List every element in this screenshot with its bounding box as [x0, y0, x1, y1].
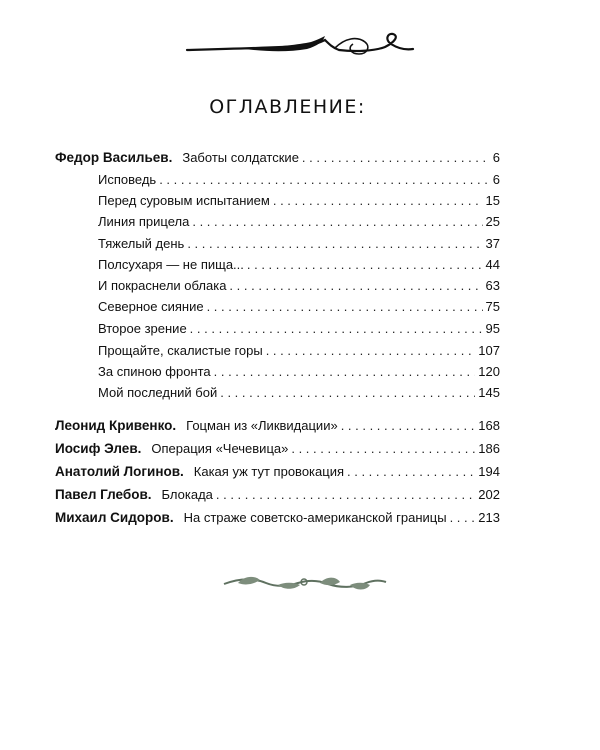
toc-entry[interactable]: [98, 170, 500, 190]
toc-entry-author: Федор Васильев.: [55, 150, 173, 165]
toc-entry[interactable]: [55, 508, 500, 528]
toc-leader-dots: [216, 485, 475, 505]
toc-entry-author: Иосиф Элев.: [55, 441, 142, 456]
toc-entry-author: Михаил Сидоров.: [55, 510, 174, 525]
toc-entry-title: Гоцман из «Ликвидации»: [186, 418, 338, 433]
toc-entry-page: 145: [478, 385, 500, 400]
toc-leader-dots: [273, 191, 483, 211]
toc-entry-page: 194: [478, 464, 500, 479]
toc-leader-dots: [229, 276, 482, 296]
toc-leader-dots: [187, 234, 482, 254]
toc-entry[interactable]: [98, 191, 500, 211]
toc-entry-title: Мой последний бой: [98, 385, 218, 400]
toc-leader-dots: [247, 255, 483, 275]
toc-entry[interactable]: [98, 383, 500, 403]
toc-entry-title: Линия прицела: [98, 214, 190, 229]
toc-leader-dots: [190, 319, 483, 339]
toc-entry-title: Перед суровым испытанием: [98, 193, 270, 208]
toc-entry-title: Какая уж тут провокация: [193, 464, 344, 479]
toc-entry-page: 37: [485, 236, 500, 251]
toc-entry-page: 186: [478, 441, 500, 456]
toc-leader-dots: [159, 170, 490, 190]
toc-entry-title: И покраснели облака: [98, 278, 227, 293]
toc-entry[interactable]: [55, 462, 500, 482]
vine-ornament-icon: [220, 572, 390, 594]
toc-entry[interactable]: [55, 439, 500, 459]
toc-leader-dots: [341, 416, 476, 436]
toc-leader-dots: [347, 462, 475, 482]
toc-entry[interactable]: [98, 255, 500, 275]
toc-entry[interactable]: [98, 212, 500, 232]
toc-entry-page: 6: [492, 172, 500, 187]
toc-entry[interactable]: [98, 276, 500, 296]
toc-entry-title: Полсухаря — не пища...: [98, 257, 244, 272]
toc-entry-page: 120: [478, 364, 500, 379]
toc-entry-title: Заботы солдатские: [182, 150, 299, 165]
toc-entry-title: Тяжелый день: [98, 236, 185, 251]
toc-entry-page: 168: [478, 418, 500, 433]
toc-entry-page: 15: [485, 193, 500, 208]
toc-entry-page: 44: [485, 257, 500, 272]
toc-leader-dots: [192, 212, 482, 232]
toc-entry[interactable]: [55, 148, 500, 168]
toc-entry[interactable]: [98, 297, 500, 317]
toc-entry-page: 202: [478, 487, 500, 502]
toc-leader-dots: [214, 362, 476, 382]
toc-entry-title: Операция «Чечевица»: [151, 441, 289, 456]
toc-entry-page: 95: [485, 321, 500, 336]
toc-entry-author: Анатолий Логинов.: [55, 464, 184, 479]
toc-leader-dots: [291, 439, 475, 459]
toc-entry-page: 107: [478, 343, 500, 358]
toc-entry[interactable]: [98, 234, 500, 254]
toc-entry-title: Прощайте, скалистые горы: [98, 343, 263, 358]
toc-leader-dots: [220, 383, 475, 403]
toc-entry-title: На страже советско-американской границы: [183, 510, 447, 525]
toc-leader-dots: [266, 341, 476, 361]
toc-leader-dots: [302, 148, 490, 168]
toc-entry-page: 213: [478, 510, 500, 525]
toc-entry[interactable]: [98, 362, 500, 382]
toc-entry-author: Леонид Кривенко.: [55, 418, 177, 433]
toc-entry[interactable]: [98, 341, 500, 361]
toc-entry-title: Второе зрение: [98, 321, 187, 336]
toc-entry-title: Северное сияние: [98, 299, 204, 314]
toc-entry-title: За спиною фронта: [98, 364, 211, 379]
toc-heading: ОГЛАВЛЕНИЕ:: [209, 96, 366, 118]
toc-entry-page: 63: [485, 278, 500, 293]
toc-entry[interactable]: [55, 416, 500, 436]
toc-entry-page: 6: [492, 150, 500, 165]
toc-entry[interactable]: [98, 319, 500, 339]
toc-entry-page: 25: [485, 214, 500, 229]
toc-entry-title: Исповедь: [98, 172, 157, 187]
toc-leader-dots: [207, 297, 483, 317]
toc-entry[interactable]: [55, 485, 500, 505]
toc-entry-title: Блокада: [161, 487, 213, 502]
toc-entry-author: Павел Глебов.: [55, 487, 152, 502]
toc-leader-dots: [450, 508, 476, 528]
toc-entry-page: 75: [485, 299, 500, 314]
